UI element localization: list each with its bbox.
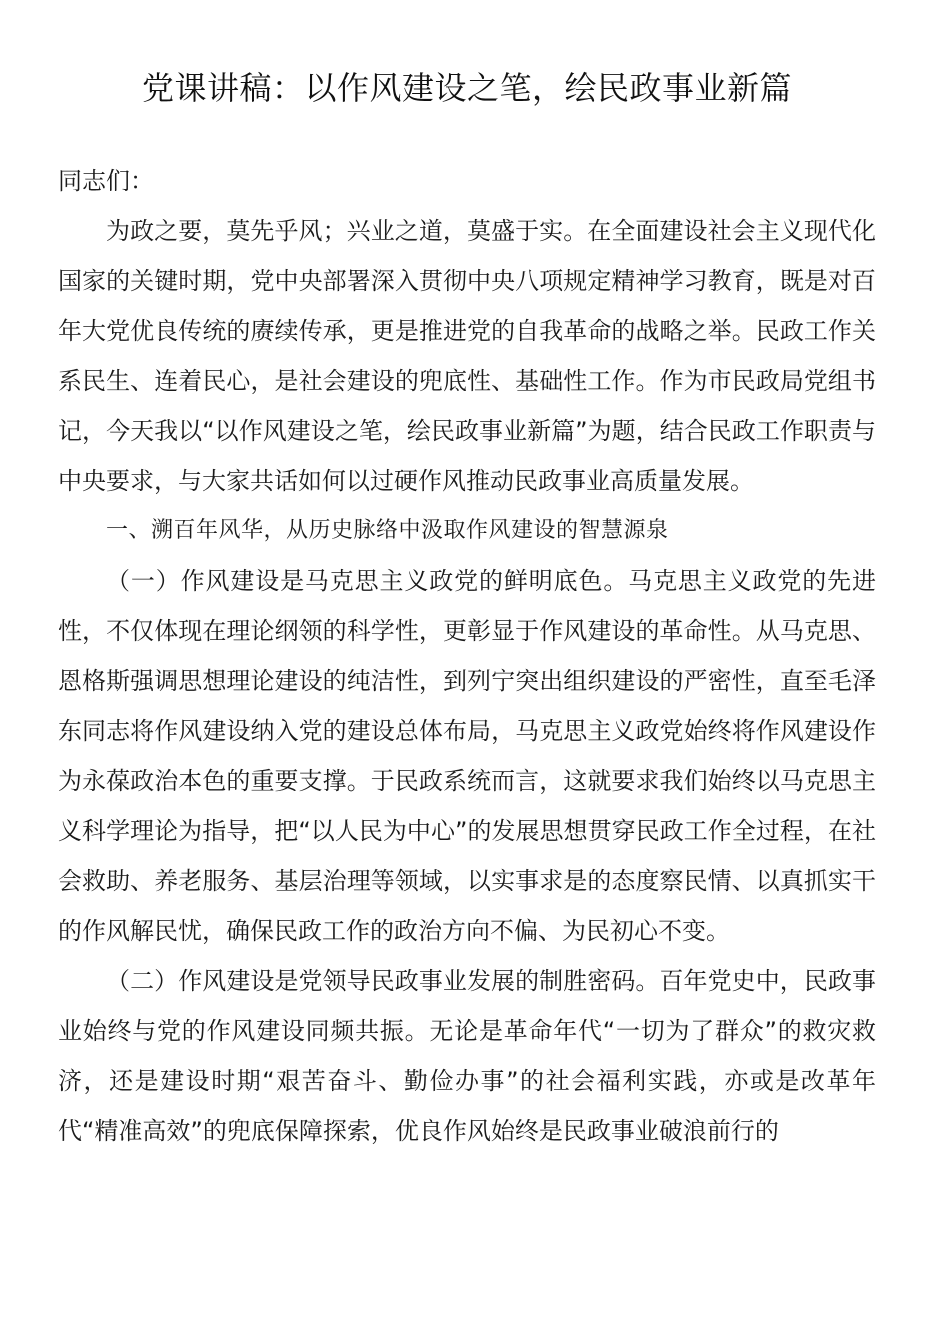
section-1-paragraph-2: （二）作风建设是党领导民政事业发展的制胜密码。百年党史中，民政事业始终与党的作风建设同频共振。无论是革命年代“一切为了群众”的救灾救济，还是建设时期“艰苦奋斗、勤俭办事”的社会福利实践，亦或是改革年代“精准高效”的兜底保障探索，优良作风始终是民政事业破浪前行的 (58, 967, 876, 1145)
section-1-paragraph-1: （一）作风建设是马克思主义政党的鲜明底色。马克思主义政党的先进性，不仅体现在理论纲领的科学性，更彰显于作风建设的革命性。从马克思、恩格斯强调思想理论建设的纯洁性，到列宁突出组织建设的严密性，直至毛泽东同志将作风建设纳入党的建设总体布局，马克思主义政党始终将作风建设作为永葆政治本色的重要支撑。于民政系统而言，这就要求我们始终以马克思主义科学理论为指导，把“以人民为中心”的发展思想贯穿民政工作全过程，在社会救助、养老服务、基层治理等领域，以实事求是的态度察民情、以真抓实干的作风解民忧，确保民政工作的政治方向不偏、为民初心不变。 (58, 567, 876, 945)
document-page (58, 62, 876, 1156)
document-title: 党课讲稿：以作风建设之笔，绘民政事业新篇 (141, 69, 792, 107)
intro-paragraph: 为政之要，莫先乎风；兴业之道，莫盛于实。在全面建设社会主义现代化国家的关键时期，党中央部署深入贯彻中央八项规定精神学习教育，既是对百年大党优良传统的赓续传承，更是推进党的自我革命的战略之举。民政工作关系民生、连着民心，是社会建设的兜底性、基础性工作。作为市民政局党组书记，今天我以“以作风建设之笔，绘民政事业新篇”为题，结合民政工作职责与中央要求，与大家共话如何以过硬作风推动民政事业高质量发展。 (58, 217, 876, 495)
salutation: 同志们： (58, 167, 154, 195)
section-1-heading: 一、溯百年风华，从历史脉络中汲取作风建设的智慧源泉 (106, 518, 669, 543)
